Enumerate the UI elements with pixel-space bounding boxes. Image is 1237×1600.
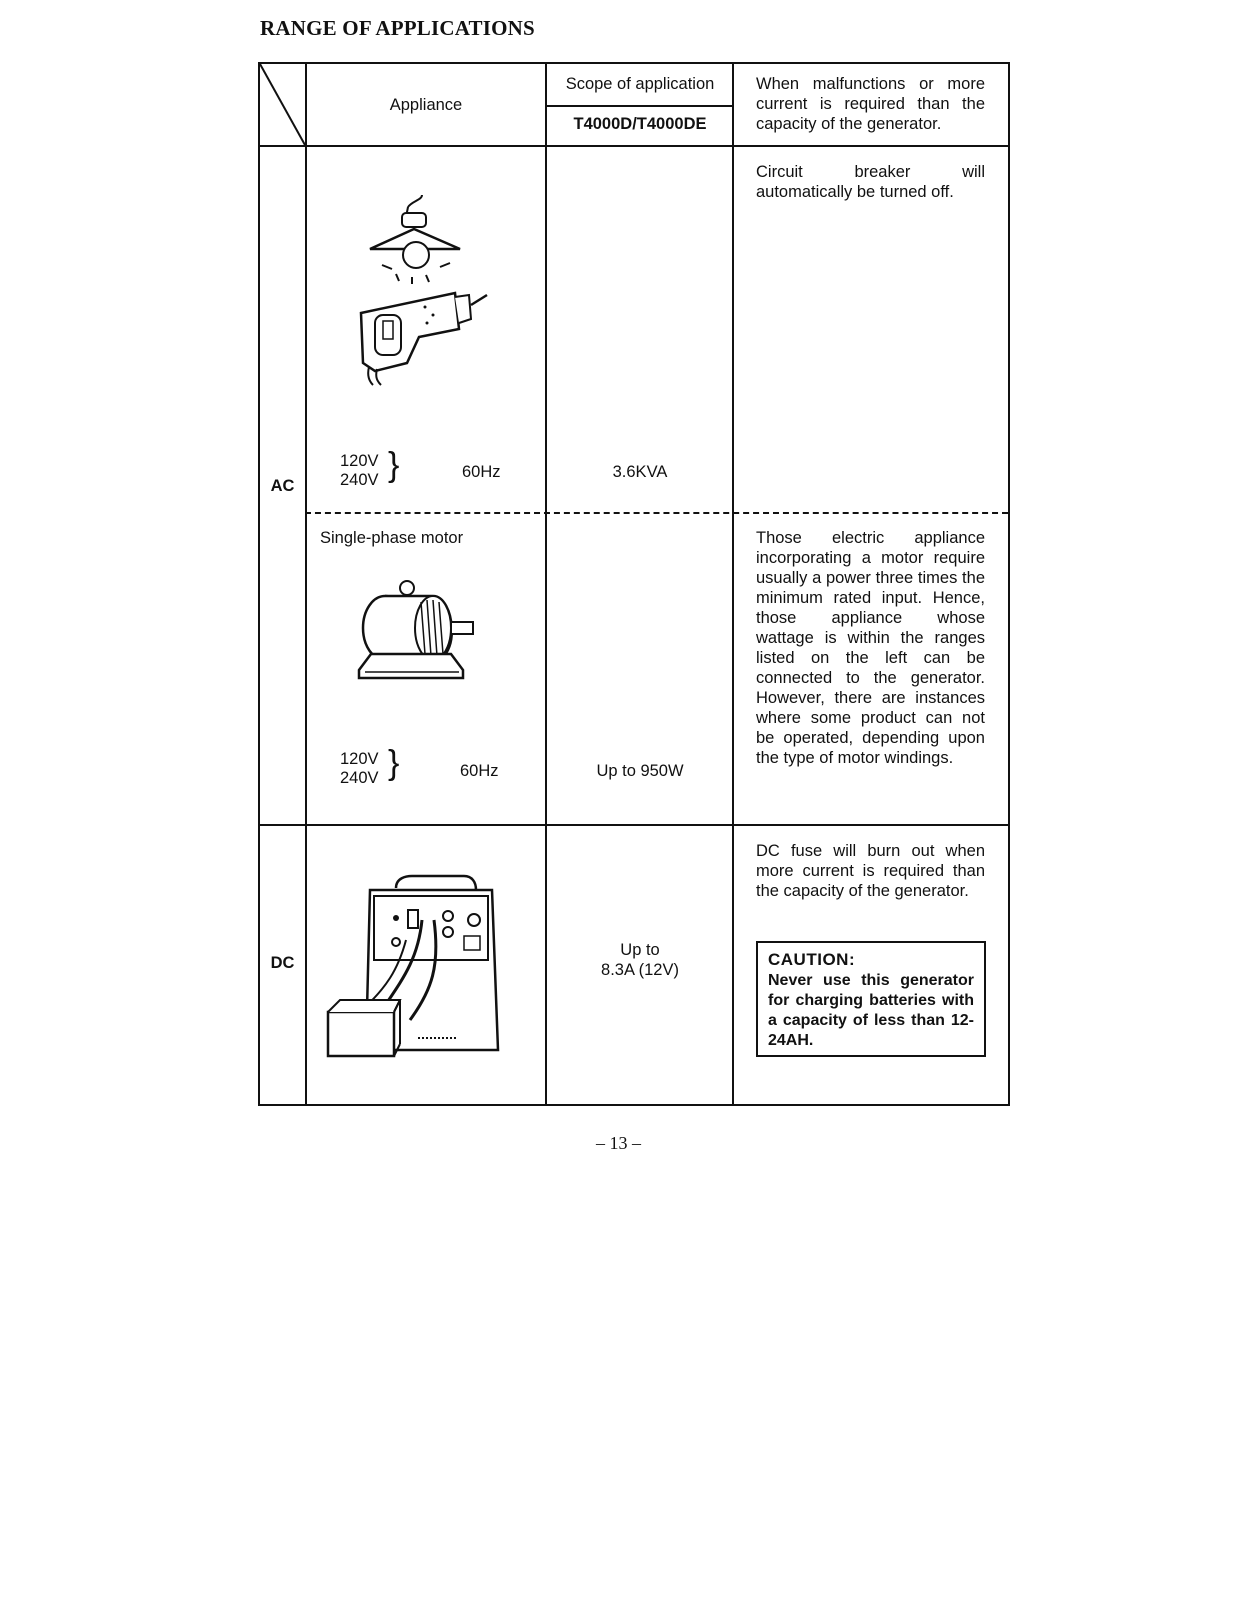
caution-text: Never use this generator for charging batteries with a capacity of less than 12-24AH.	[768, 972, 974, 1049]
page-title: RANGE OF APPLICATIONS	[260, 16, 535, 40]
brace-icon: }	[388, 446, 400, 484]
ac-note: Circuit breaker will automatically be turned off.	[756, 163, 985, 201]
header-scope: Scope of application	[565, 75, 715, 93]
motor-voltage-2: 240V	[340, 769, 379, 787]
caution-title: CAUTION:	[768, 950, 856, 969]
brace-icon: }	[388, 744, 400, 782]
ac-voltage-1: 120V	[340, 452, 379, 470]
dc-label: DC	[270, 954, 295, 972]
generator-battery-icon	[322, 870, 512, 1060]
header-model: T4000D/T4000DE	[573, 115, 707, 133]
lamp-icon	[360, 195, 480, 285]
section-rule	[260, 824, 1008, 826]
header-rule	[260, 145, 1008, 147]
header-malfunction: When malfunctions or more current is required than the capacity of the generator.	[756, 75, 985, 133]
ac-voltage-2: 240V	[340, 471, 379, 489]
corner-diagonal	[260, 64, 305, 145]
motor-voltage-1: 120V	[340, 750, 379, 768]
motor-note: Those electric appliance incorporating a motor require usually a power three times the minimum rated input. Hence, those appliance whose wattage is within the ranges listed on the left can be connected to the generator. However, there are instances where some product can not be operated, depending upon the type of motor windings.	[756, 529, 985, 767]
ac-scope: 3.6KVA	[612, 463, 668, 481]
header-split-rule	[545, 105, 733, 107]
ac-frequency: 60Hz	[462, 463, 501, 481]
motor-icon	[355, 578, 485, 688]
drill-icon	[355, 285, 495, 385]
dashed-rule	[305, 512, 1008, 514]
caution-box	[756, 941, 986, 1057]
motor-title: Single-phase motor	[320, 529, 464, 547]
dc-scope-line2: 8.3A (12V)	[601, 961, 679, 979]
ac-label: AC	[270, 477, 295, 495]
page-number: – 13 –	[596, 1133, 641, 1153]
motor-scope: Up to 950W	[596, 762, 684, 780]
dc-note: DC fuse will burn out when more current is required than the capacity of the generator.	[756, 842, 985, 900]
dc-scope-line1: Up to	[620, 941, 660, 959]
motor-frequency: 60Hz	[460, 762, 499, 780]
column-rule	[305, 64, 307, 1104]
header-appliance: Appliance	[389, 96, 463, 114]
